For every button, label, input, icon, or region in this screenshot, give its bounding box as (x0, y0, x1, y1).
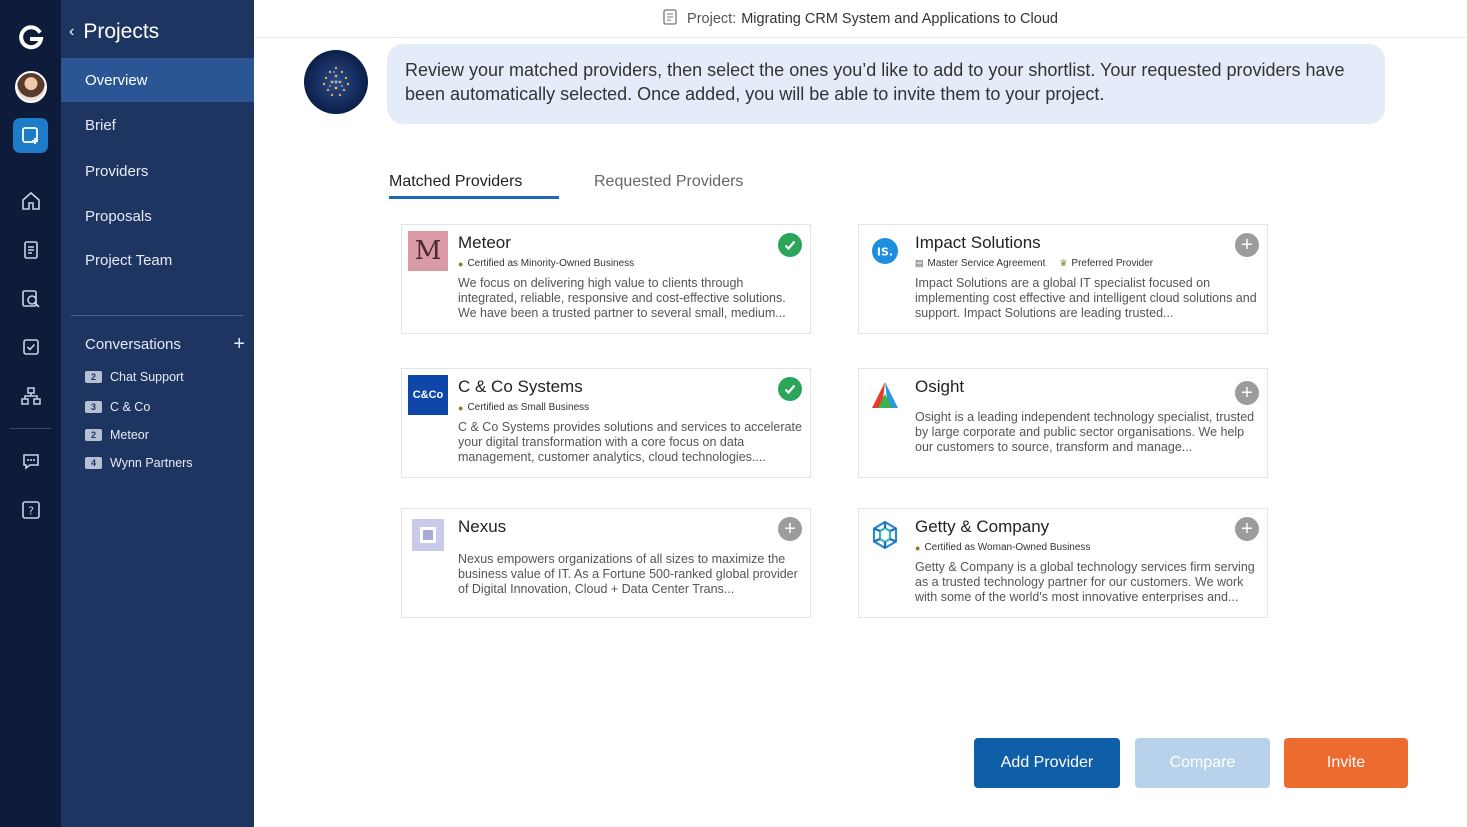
selected-check-icon[interactable] (778, 233, 802, 257)
conversation-label: C & Co (110, 400, 151, 414)
search-icon[interactable] (13, 281, 48, 316)
tasks-icon[interactable] (13, 329, 48, 364)
add-provider-icon[interactable]: + (1235, 381, 1259, 405)
nav-item-label: Overview (85, 71, 148, 89)
nav-item-label: Proposals (85, 207, 152, 225)
nav-item-label: Providers (85, 162, 149, 180)
new-project-icon[interactable] (13, 118, 48, 153)
conversations-label: Conversations (85, 335, 181, 353)
nav-item-label: Brief (85, 116, 116, 134)
certification-icon: ● (458, 402, 464, 413)
provider-name: Nexus (458, 517, 507, 536)
trophy-icon: ♛ (1059, 258, 1068, 268)
add-provider-icon[interactable]: + (778, 517, 802, 541)
nav-item-proposals[interactable] (61, 194, 254, 238)
rail-divider (10, 428, 51, 429)
impact-solutions-logo (865, 231, 905, 271)
add-provider-button[interactable]: Add Provider (974, 738, 1120, 788)
add-provider-icon[interactable]: + (1235, 233, 1259, 257)
provider-card-osight[interactable] (858, 368, 1268, 478)
conversation-item[interactable] (85, 400, 150, 414)
provider-tags (915, 542, 1104, 553)
conversation-item[interactable] (85, 456, 193, 470)
provider-card-meteor[interactable] (401, 224, 811, 334)
logo-icon[interactable] (12, 18, 50, 56)
nav-title-label: Projects (83, 20, 160, 43)
conversation-label: Wynn Partners (110, 456, 193, 470)
nav-item-project-team[interactable] (61, 238, 254, 282)
help-icon[interactable] (13, 492, 48, 527)
nav-item-providers[interactable] (61, 149, 254, 193)
icon-rail (0, 0, 61, 827)
provider-tag: Certified as Woman-Owned Business (924, 542, 1091, 553)
provider-name: Meteor (458, 233, 511, 252)
document-icon (663, 9, 677, 29)
certification-icon: ● (458, 258, 464, 269)
provider-tag: Preferred Provider (1071, 258, 1154, 269)
provider-description: Osight is a leading independent technology specialist, trusted by large corporate and public sector organisations. We help our customers to source, transform and manage... (915, 410, 1255, 454)
provider-description: Impact Solutions are a global IT specialist focused on implementing cost effective and intelligent cloud solutions and support. Impact Solutions are leading trusted... (915, 276, 1257, 320)
provider-tag: Certified as Minority-Owned Business (467, 258, 635, 269)
chat-icon[interactable] (13, 443, 48, 478)
provider-description: We focus on delivering high value to clients through integrated, reliable, responsive and cost-effective solutions. We have been a trusted partner to several small, medium... (458, 276, 786, 320)
provider-card-c-co-systems[interactable] (401, 368, 811, 478)
svg-text:IS.: IS. (876, 245, 894, 259)
nexus-logo (408, 515, 448, 555)
active-tab-indicator (389, 196, 559, 199)
conversation-item[interactable] (85, 370, 184, 384)
provider-name: Getty & Company (915, 517, 1050, 536)
provider-description: Nexus empowers organizations of all sizes to maximize the business value of IT. As a Fortune 500-ranked global provider of Digital Innovation, Cloud + Data Center Trans... (458, 552, 798, 596)
conversations-header (85, 335, 245, 353)
provider-description: Getty & Company is a global technology services firm serving as a trusted technology partner for our customers. We work with some of the world's most innovative enterprises and... (915, 560, 1255, 604)
nav-title[interactable] (69, 20, 159, 44)
selected-check-icon[interactable] (778, 377, 802, 401)
project-name: Migrating CRM System and Applications to Cloud (741, 10, 1058, 27)
provider-name: Osight (915, 377, 965, 396)
osight-logo (865, 375, 905, 415)
nav-item-brief[interactable] (61, 103, 254, 147)
provider-name: Impact Solutions (915, 233, 1041, 252)
conversation-label: Chat Support (110, 370, 184, 384)
provider-tags (915, 258, 1167, 269)
compare-button[interactable]: Compare (1135, 738, 1270, 788)
agreement-icon: ▤ (915, 258, 924, 268)
c-co-systems-logo: C&Co (408, 375, 448, 415)
assistant-message: Review your matched providers, then select the ones you’d like to add to your shortlist. Your requested providers have been automatically selected. Once added, you will be able to invite them to your project. (387, 44, 1385, 124)
conversation-count-badge: 2 (85, 371, 102, 383)
conversation-label: Meteor (110, 428, 149, 442)
assistant-avatar (304, 50, 368, 114)
tab-matched-providers[interactable]: Matched Providers (389, 173, 523, 190)
provider-tags (458, 402, 603, 413)
conversation-count-badge: 3 (85, 401, 102, 413)
provider-name: C & Co Systems (458, 377, 583, 396)
provider-tag: Master Service Agreement (927, 258, 1046, 269)
provider-description: C & Co Systems provides solutions and services to accelerate your digital transformation with a core focus on data management, customer analytics, cloud technologies.... (458, 420, 802, 464)
svg-text:?: ? (27, 504, 34, 517)
provider-tag: Certified as Small Business (467, 402, 590, 413)
provider-tags (458, 258, 648, 269)
getty-company-logo (865, 515, 905, 555)
nav-item-overview[interactable] (61, 58, 254, 102)
tab-requested-providers[interactable]: Requested Providers (594, 173, 744, 190)
provider-card-nexus[interactable] (401, 508, 811, 618)
project-header (254, 0, 1467, 38)
add-provider-icon[interactable]: + (1235, 517, 1259, 541)
project-nav (61, 0, 254, 827)
home-icon[interactable] (13, 183, 48, 218)
conversation-count-badge: 2 (85, 429, 102, 441)
add-conversation-icon[interactable]: + (233, 333, 245, 355)
conversation-count-badge: 4 (85, 457, 102, 469)
provider-card-impact-solutions[interactable] (858, 224, 1268, 334)
project-label: Project: (687, 10, 737, 27)
chevron-left-icon[interactable]: ‹ (69, 23, 75, 40)
meteor-logo: M (408, 231, 448, 271)
nav-item-label: Project Team (85, 251, 173, 269)
avatar[interactable] (15, 71, 47, 103)
invite-button[interactable]: Invite (1284, 738, 1408, 788)
provider-card-getty-company[interactable] (858, 508, 1268, 618)
org-chart-icon[interactable] (13, 378, 48, 413)
documents-icon[interactable] (13, 232, 48, 267)
nav-divider (71, 315, 243, 316)
certification-icon: ● (915, 542, 921, 553)
conversation-item[interactable] (85, 428, 149, 442)
